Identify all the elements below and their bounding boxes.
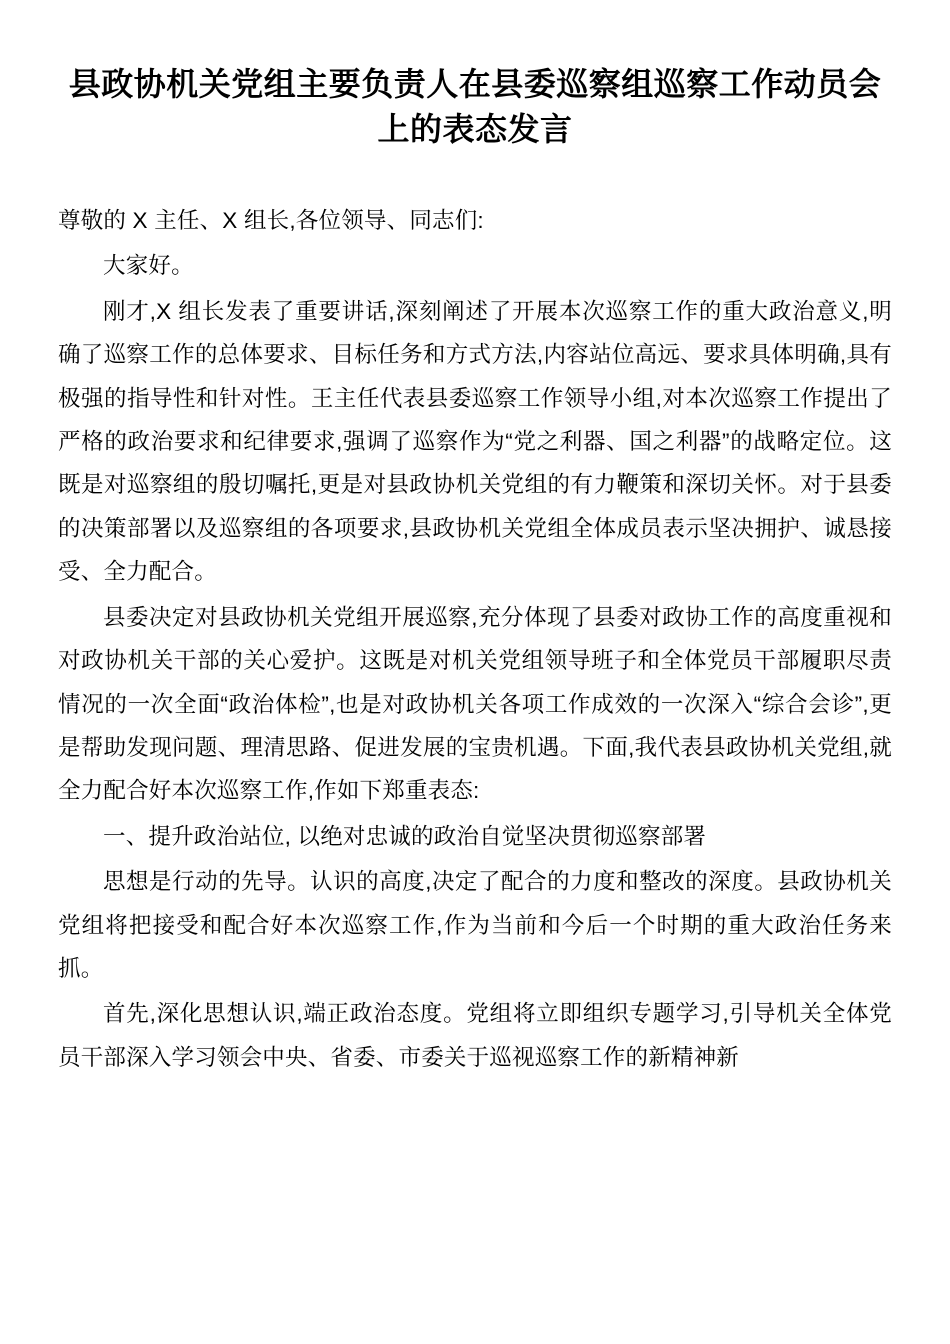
paragraph-salutation: 尊敬的 X 主任、X 组长,各位领导、同志们: bbox=[58, 207, 484, 233]
paragraph-3: 思想是行动的先导。认识的高度,决定了配合的力度和整改的深度。县政协机关党组将把接受和配合好本次巡察工作,作为当前和今后一个时期的重大政治任务来抓。 bbox=[58, 869, 892, 982]
paragraph-greeting: 大家好。 bbox=[103, 253, 194, 279]
paragraph-4: 首先,深化思想认识,端正政治态度。党组将立即组织专题学习,引导机关全体党员干部深入学习领会中央、省委、市委关于巡视巡察工作的新精神新 bbox=[58, 1001, 892, 1070]
paragraph-2: 县委决定对县政协机关党组开展巡察,充分体现了县委对政协工作的高度重视和对政协机关干部的关心爱护。这既是对机关党组领导班子和全体党员干部履职尽责情况的一次全面“政治体检”,也是对政协机关各项工作成效的一次深入“综合会诊”,更是帮助发现问题、理清思路、促进发展的宝贵机遇。下面,我代表县政协机关党组,就全力配合好本次巡察工作,作如下郑重表态: bbox=[58, 604, 892, 804]
paragraph-1: 刚才,X 组长发表了重要讲话,深刻阐述了开展本次巡察工作的重大政治意义,明确了巡察工作的总体要求、目标任务和方式方法,内容站位高远、要求具体明确,具有极强的指导性和针对性。王主任代表县委巡察工作领导小组,对本次巡察工作提出了严格的政治要求和纪律要求,强调了巡察作为“党之利器、国之利器”的战略定位。这既是对巡察组的殷切嘱托,更是对县政协机关党组的有力鞭策和深切关怀。对于县委的决策部署以及巡察组的各项要求,县政协机关党组全体成员表示坚决拥护、诚恳接受、全力配合。 bbox=[58, 298, 892, 585]
document-body bbox=[58, 199, 892, 1079]
page-title: 县政协机关党组主要负责人在县委巡察组巡察工作动员会上的表态发言 bbox=[68, 66, 882, 148]
section-heading-1: 一、提升政治站位, 以绝对忠诚的政治自觉坚决贯彻巡察部署 bbox=[103, 823, 707, 849]
